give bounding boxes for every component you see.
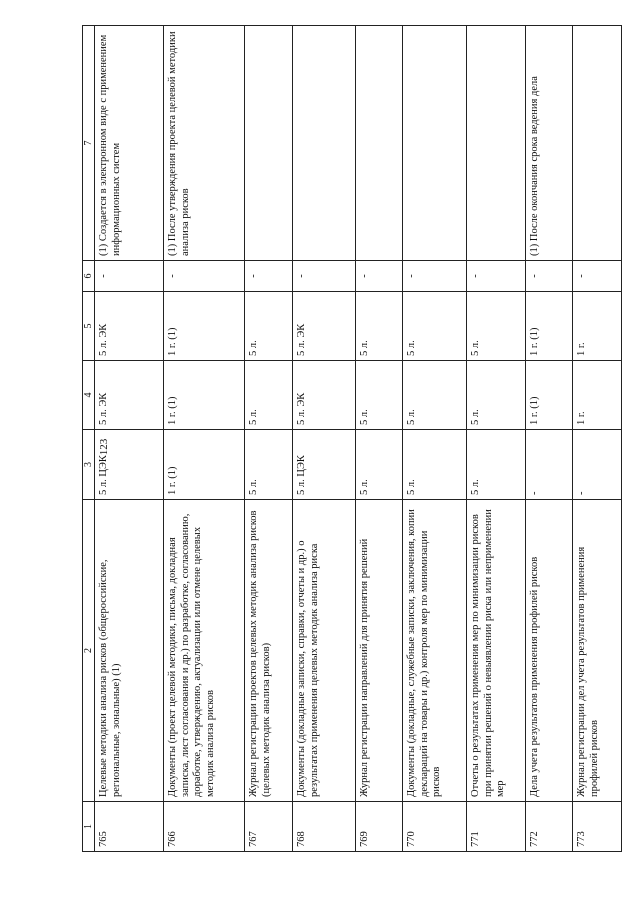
row-number: 767 — [245, 802, 293, 852]
cell-col6: - — [245, 261, 293, 292]
row-note: (1) Создается в электронном виде с применением информационных систем — [95, 26, 164, 261]
row-note: (1) После утверждения проекта целевой методики анализа рисков — [164, 26, 245, 261]
cell-col5: 5 л. — [245, 292, 293, 361]
column-header: 5 — [83, 292, 95, 361]
cell-col4: 5 л. ЭК — [293, 361, 356, 430]
cell-col5: 1 г. (1) — [164, 292, 245, 361]
row-description: Дела учета результатов применения профилей рисков — [526, 500, 573, 802]
cell-col4: 5 л. ЭК — [95, 361, 164, 430]
row-description: Журнал регистрации направлений для принятия решений — [356, 500, 403, 802]
cell-col6: - — [526, 261, 573, 292]
row-description: Целевые методики анализа рисков (общероссийские, региональные, зональные) (1) — [95, 500, 164, 802]
table-row — [356, 26, 403, 852]
cell-col5: 5 л. — [356, 292, 403, 361]
table-row — [164, 26, 245, 852]
cell-col3: 5 л. ЦЭК — [95, 430, 164, 500]
cell-col4: 5 л. — [467, 361, 526, 430]
row-number: 770 — [403, 802, 467, 852]
row-note — [245, 26, 293, 261]
cell-col4: 1 г. — [573, 361, 622, 430]
row-number: 766 — [164, 802, 245, 852]
cell-col4: 1 г. (1) — [164, 361, 245, 430]
cell-col6: - — [403, 261, 467, 292]
cell-col5: 5 л. ЭК — [293, 292, 356, 361]
cell-col5: 5 л. — [467, 292, 526, 361]
header-row — [83, 26, 95, 852]
cell-col3: - — [573, 430, 622, 500]
column-header: 3 — [83, 430, 95, 500]
table-row — [526, 26, 573, 852]
row-number: 769 — [356, 802, 403, 852]
column-header: 2 — [83, 500, 95, 802]
rotated-table-wrapper — [82, 26, 600, 852]
row-note — [403, 26, 467, 261]
cell-col6: - — [573, 261, 622, 292]
table-row — [95, 26, 164, 852]
cell-col3: 5 л. — [467, 430, 526, 500]
cell-col4: 5 л. — [403, 361, 467, 430]
row-description: Документы (проект целевой методики, письма, докладная записка, лист согласования и др.) по разработке, согласованию, доработке, утверждению, актуализации или отмене целевых методик анализа рисков — [164, 500, 245, 802]
table-row — [467, 26, 526, 852]
row-description: Журнал регистрации проектов целевых методик анализа рисков (целевых методик анализа рисков) — [245, 500, 293, 802]
cell-col5: 1 г. (1) — [526, 292, 573, 361]
row-description: Документы (докладные записки, справки, отчеты и др.) о результатах применения целевых методик анализа риска — [293, 500, 356, 802]
cell-col4: 1 г. (1) — [526, 361, 573, 430]
row-number: 771 — [467, 802, 526, 852]
row-note — [356, 26, 403, 261]
row-note: (1) После окончания срока ведения дела — [526, 26, 573, 261]
cell-col3: 5 л. — [403, 430, 467, 500]
cell-col4: 5 л. — [356, 361, 403, 430]
cell-col3: 5 л. — [245, 430, 293, 500]
cell-col3: 5 л. — [356, 430, 403, 500]
cell-col3: 5 л. ЦЭК — [293, 430, 356, 500]
row-number: 765 — [95, 802, 164, 852]
page-number: 123 — [98, 438, 110, 456]
cell-col5: 5 л. — [403, 292, 467, 361]
cell-col6: - — [293, 261, 356, 292]
table-row — [293, 26, 356, 852]
row-note — [467, 26, 526, 261]
column-header: 1 — [83, 802, 95, 852]
row-description: Документы (докладные, служебные записки, заключения, копии деклараций на товары и др.) контроля мер по минимизации рисков — [403, 500, 467, 802]
row-note — [293, 26, 356, 261]
row-note — [573, 26, 622, 261]
cell-col6: - — [467, 261, 526, 292]
cell-col6: - — [164, 261, 245, 292]
cell-col3: 1 г. (1) — [164, 430, 245, 500]
cell-col6: - — [356, 261, 403, 292]
cell-col6: - — [95, 261, 164, 292]
row-number: 773 — [573, 802, 622, 852]
row-description: Отчеты о результатах применения мер по минимизации рисков при принятии решений о невыявлении риска или неприменении мер — [467, 500, 526, 802]
table-row — [573, 26, 622, 852]
table-row — [403, 26, 467, 852]
row-number: 772 — [526, 802, 573, 852]
row-description: Журнал регистрации дел учета результатов применения профилей рисков — [573, 500, 622, 802]
column-header: 6 — [83, 261, 95, 292]
table-row — [245, 26, 293, 852]
column-header: 7 — [83, 26, 95, 261]
row-number: 768 — [293, 802, 356, 852]
cell-col3: - — [526, 430, 573, 500]
cell-col5: 1 г. — [573, 292, 622, 361]
records-table — [82, 25, 622, 852]
cell-col4: 5 л. — [245, 361, 293, 430]
column-header: 4 — [83, 361, 95, 430]
cell-col5: 5 л. ЭК — [95, 292, 164, 361]
